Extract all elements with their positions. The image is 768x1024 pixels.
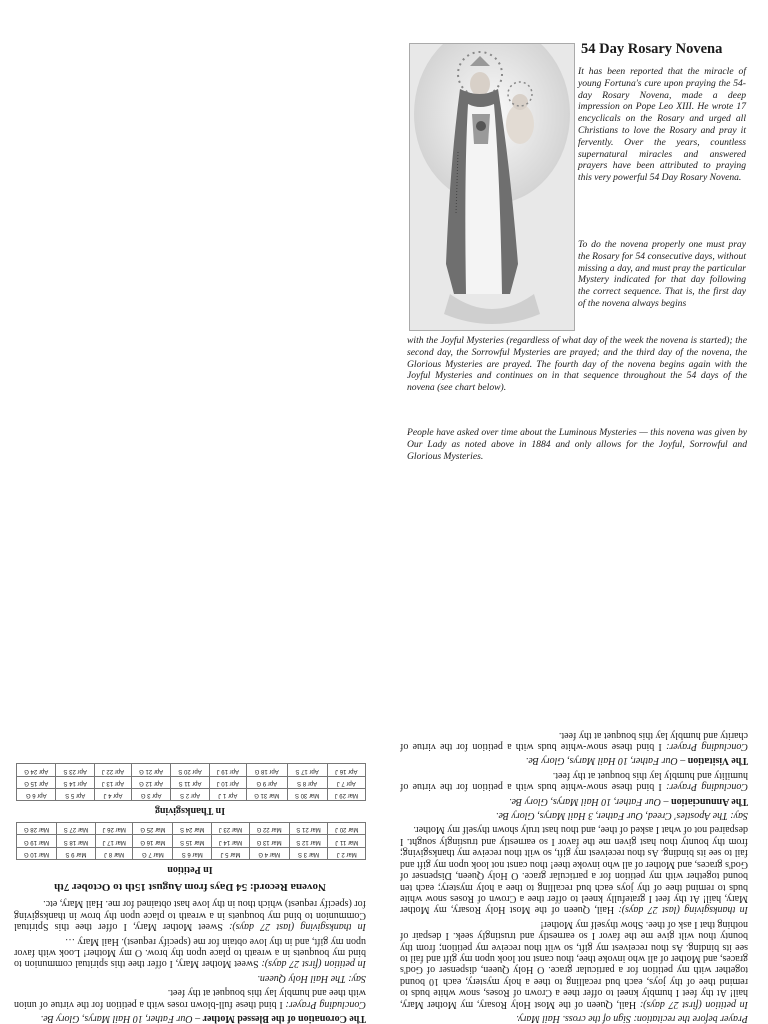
record-cell: Mar 20 J [328, 822, 366, 834]
opening-thanksgiving [400, 824, 748, 915]
coronation-prayer-label: Concluding Prayer: [285, 998, 366, 1010]
closing-thanksgiving-text: Sweet Mother Mary, I offer thee this Spiritual Communion to bind my bouquets in a wreath to place upon thy brow in thanksgiving for (specify request) which thou in thy love hast obtained for me. Hail Mary, etc. [14, 898, 366, 933]
instructions-paragraph-bottom: with the Joyful Mysteries (regardless of what day of the week the novena is started); the second day, the Sorrowful Mysteries are prayed; and the third day of the novena, the Glorious Mysteries are prayed. The fourth day of the novena begins again with the Joyful Mysteries and continues on in that sequence throughout the 54 days of the novena (see chart below). [407, 335, 747, 394]
coronation-heading: The Coronation of the Blessed Mother [202, 1013, 366, 1024]
record-cell: Apr 4 J [94, 789, 131, 801]
page-title: 54 Day Rosary Novena [581, 41, 723, 57]
record-cell: Mar 17 J [95, 835, 133, 847]
visitation-heading: The Visitation [687, 755, 748, 767]
record-cell: Mar 10 G [17, 847, 57, 859]
intro-paragraph: It has been reported that the miracle of young Fortuna's cure upon praying the 54-day Rosary Novena, made a deep impression on Pope Leo XIII. He wrote 17 encyclicals on the Rosary and urged all Christians to love the Rosary and pray it fervently. Over the years, countless supernatural miracles and answered prayers have been attributed to praying this very powerful 54 Day Rosary Novena. [578, 66, 746, 184]
madonna-illustration [410, 44, 574, 330]
record-cell: Mar 12 S [289, 835, 328, 847]
record-cell: Apr 17 S [287, 764, 327, 776]
record-cell: Mar 9 S [56, 847, 95, 859]
opening-thanksgiving-label: In thanksgiving (last 27 days): [618, 904, 748, 916]
annunciation-prayer-text: I bind these snow-white buds with a petition for the virtue of humility and humbly lay this bouquet at thy feet. [400, 769, 748, 793]
closing-thanksgiving-label: In thanksgiving (last 27 days): [229, 921, 366, 933]
coronation-line [14, 1013, 366, 1024]
annunciation-heading: The Annunciation [671, 795, 748, 807]
record-cell: Apr 22 J [94, 764, 131, 776]
right-upside-down-panel [400, 588, 748, 1024]
record-cell: Mar 2 J [328, 847, 366, 859]
in-petition-heading: In Petition [167, 863, 213, 875]
record-cell: Mar 7 G [133, 847, 173, 859]
opening-thanksgiving-text: Hail, Queen of the Most Holy Rosary, my Mother Mary, hail! At thy feet I gratefully kneel to offer thee a Crown of Roses snow white buds to remind thee of thy joys each bud recalling to thee a holy mystery; each ten bound together with my petition for a particular grace. O Holy Queen, Dispenser of God's graces, and Mother of all who invoke thee! thou canst not look upon my gift and fail to see its binding. As thou receivest my gift, so wilt thou receive my thanksgiving; from thy bounty thou hast given me the favor I so earnestly and trustingly sought. I despaired not of what I asked of thee, and thou hast truly shown thyself my Mother. [400, 824, 748, 916]
coronation-prayer-text: I bind these full-blown roses with a petition for the virtue of union with thee and humbly lay this bouquet at thy feet. [14, 987, 366, 1010]
petition-record-table [16, 822, 366, 860]
record-row [17, 847, 366, 859]
novena-record-heading: Novena Record: 54 Days from August 15th to October 7th [54, 880, 326, 893]
record-cell: Mar 30 S [287, 789, 327, 801]
thanksgiving-record-table [16, 763, 366, 801]
annunciation-prayer [400, 769, 748, 792]
record-cell: Mar 14 J [212, 835, 250, 847]
record-cell: Apr 10 J [209, 776, 246, 788]
visitation-line [400, 755, 748, 766]
instructions-paragraph-top: To do the novena properly one must pray the Rosary for 54 consecutive days, without missing a day, and must pray the particular Mystery indicated for that day following the correct sequence. That is, the first day of the novena always begins [578, 239, 746, 309]
madonna-and-child-image [409, 43, 575, 331]
prayer-before-recitation: Prayer before the recitation: Sign of the cross. Hail Mary. [516, 1013, 748, 1024]
record-cell: Apr 8 S [287, 776, 327, 788]
opening-petition-text: Hail, Queen of the Most Holy Rosary, my Mother Mary, hail! At thy feet I humbly kneel to offer thee a Crown of Roses, snow white buds to remind thee of thy joys, each bud recalling to thee a holy mystery, each 10 bound together with my petition for a particular grace. O Holy Queen, dispenser of God's graces, and Mother of all who invoke thee, thou canst not look upon my gift and fail to see its binding. As thou receivest my gift, so wilt thou receive my petition; from thy bounty thou wilt give me the favor I so earnestly and trustingly seek. I despair of nothing that I ask of thee. Show thyself my Mother! [400, 918, 748, 1010]
record-cell: Apr 18 G [246, 764, 287, 776]
record-cell: Mar 18 S [56, 835, 95, 847]
coronation-prayer [14, 987, 366, 1010]
annunciation-line [400, 795, 748, 806]
visitation-prayer-label: Concluding Prayer: [666, 741, 748, 753]
annunciation-say: – Our Father, 10 Hail Marys, Glory Be. [509, 795, 672, 807]
record-cell: Apr 2 S [171, 789, 209, 801]
record-row [17, 776, 366, 788]
record-cell: Mar 25 G [133, 822, 173, 834]
in-thanksgiving-heading: In Thanksgiving [154, 804, 226, 816]
record-cell: Mar 21 S [289, 822, 328, 834]
record-cell: Mar 16 G [133, 835, 173, 847]
record-cell: Mar 28 G [17, 822, 57, 834]
record-cell: Mar 19 G [17, 835, 57, 847]
record-cell: Apr 21 G [131, 764, 170, 776]
record-cell: Apr 24 G [17, 764, 56, 776]
record-cell: Apr 3 G [131, 789, 170, 801]
record-cell: Apr 20 S [171, 764, 209, 776]
record-cell: Mar 27 S [56, 822, 95, 834]
closing-petition-text: Sweet Mother Mary, I offer thee this spiritual communion to bind my bouquets in a wreath to place upon thy brow. O my Mother! Look with favor upon my gift, and in thy love obtain for me (specify request). Hail Mary … [14, 935, 366, 970]
record-cell: Apr 5 S [56, 789, 94, 801]
record-cell: Apr 11 S [171, 776, 209, 788]
apostles-creed-line: Say: The Apostles' Creed, Our Father, 3 Hail Marys, Glory Be. [495, 810, 748, 822]
record-row [17, 822, 366, 834]
record-cell: Mar 15 S [173, 835, 212, 847]
luminous-mysteries-note: People have asked over time about the Luminous Mysteries — this novena was given by Our Lady as noted above in 1884 and only allows for the Joyful, Sorrowful and Glorious Mysteries. [407, 427, 747, 462]
record-cell: Mar 3 S [289, 847, 328, 859]
record-cell: Apr 12 G [131, 776, 170, 788]
record-cell: Mar 4 G [249, 847, 289, 859]
visitation-prayer-text: I bind these snow-white buds with a petition for the virtue of charity and humbly lay this bouquet at thy feet. [400, 729, 748, 753]
record-row [17, 835, 366, 847]
record-cell: Apr 14 S [56, 776, 94, 788]
left-upside-down-panel [14, 588, 366, 1024]
record-cell: Mar 8 J [95, 847, 133, 859]
record-cell: Mar 31 G [246, 789, 287, 801]
record-cell: Mar 6 S [173, 847, 212, 859]
record-cell: Apr 15 G [17, 776, 56, 788]
record-cell: Mar 26 J [95, 822, 133, 834]
closing-petition-label: In petition (first 27 days): [261, 958, 366, 970]
closing-petition [14, 935, 366, 969]
opening-petition [400, 918, 748, 1009]
record-cell: Mar 5 J [212, 847, 250, 859]
record-cell: Mar 22 G [249, 822, 289, 834]
hail-holy-queen-line: Say: The Hail Holy Queen. [257, 972, 366, 984]
record-cell: Apr 1 J [209, 789, 246, 801]
record-cell: Apr 16 J [327, 764, 365, 776]
record-cell: Mar 24 S [173, 822, 212, 834]
record-cell: Apr 7 J [327, 776, 365, 788]
visitation-prayer [400, 729, 748, 752]
visitation-say: – Our Father, 10 Hail Marys, Glory Be. [525, 755, 688, 767]
record-row [17, 789, 366, 801]
record-cell: Mar 13 G [249, 835, 289, 847]
record-cell: Apr 13 J [94, 776, 131, 788]
record-cell: Apr 6 G [17, 789, 56, 801]
record-cell: Mar 11 J [328, 835, 366, 847]
opening-petition-label: In petition (first 27 days): [639, 998, 748, 1010]
record-cell: Apr 19 J [209, 764, 246, 776]
record-row [17, 764, 366, 776]
record-cell: Apr 9 G [246, 776, 287, 788]
record-cell: Mar 29 J [327, 789, 365, 801]
record-cell: Mar 23 J [212, 822, 250, 834]
record-cell: Apr 23 S [56, 764, 94, 776]
closing-thanksgiving [14, 898, 366, 932]
annunciation-prayer-label: Concluding Prayer: [666, 781, 748, 793]
coronation-say: – Our Father, 10 Hail Marys, Glory Be. [40, 1013, 203, 1024]
